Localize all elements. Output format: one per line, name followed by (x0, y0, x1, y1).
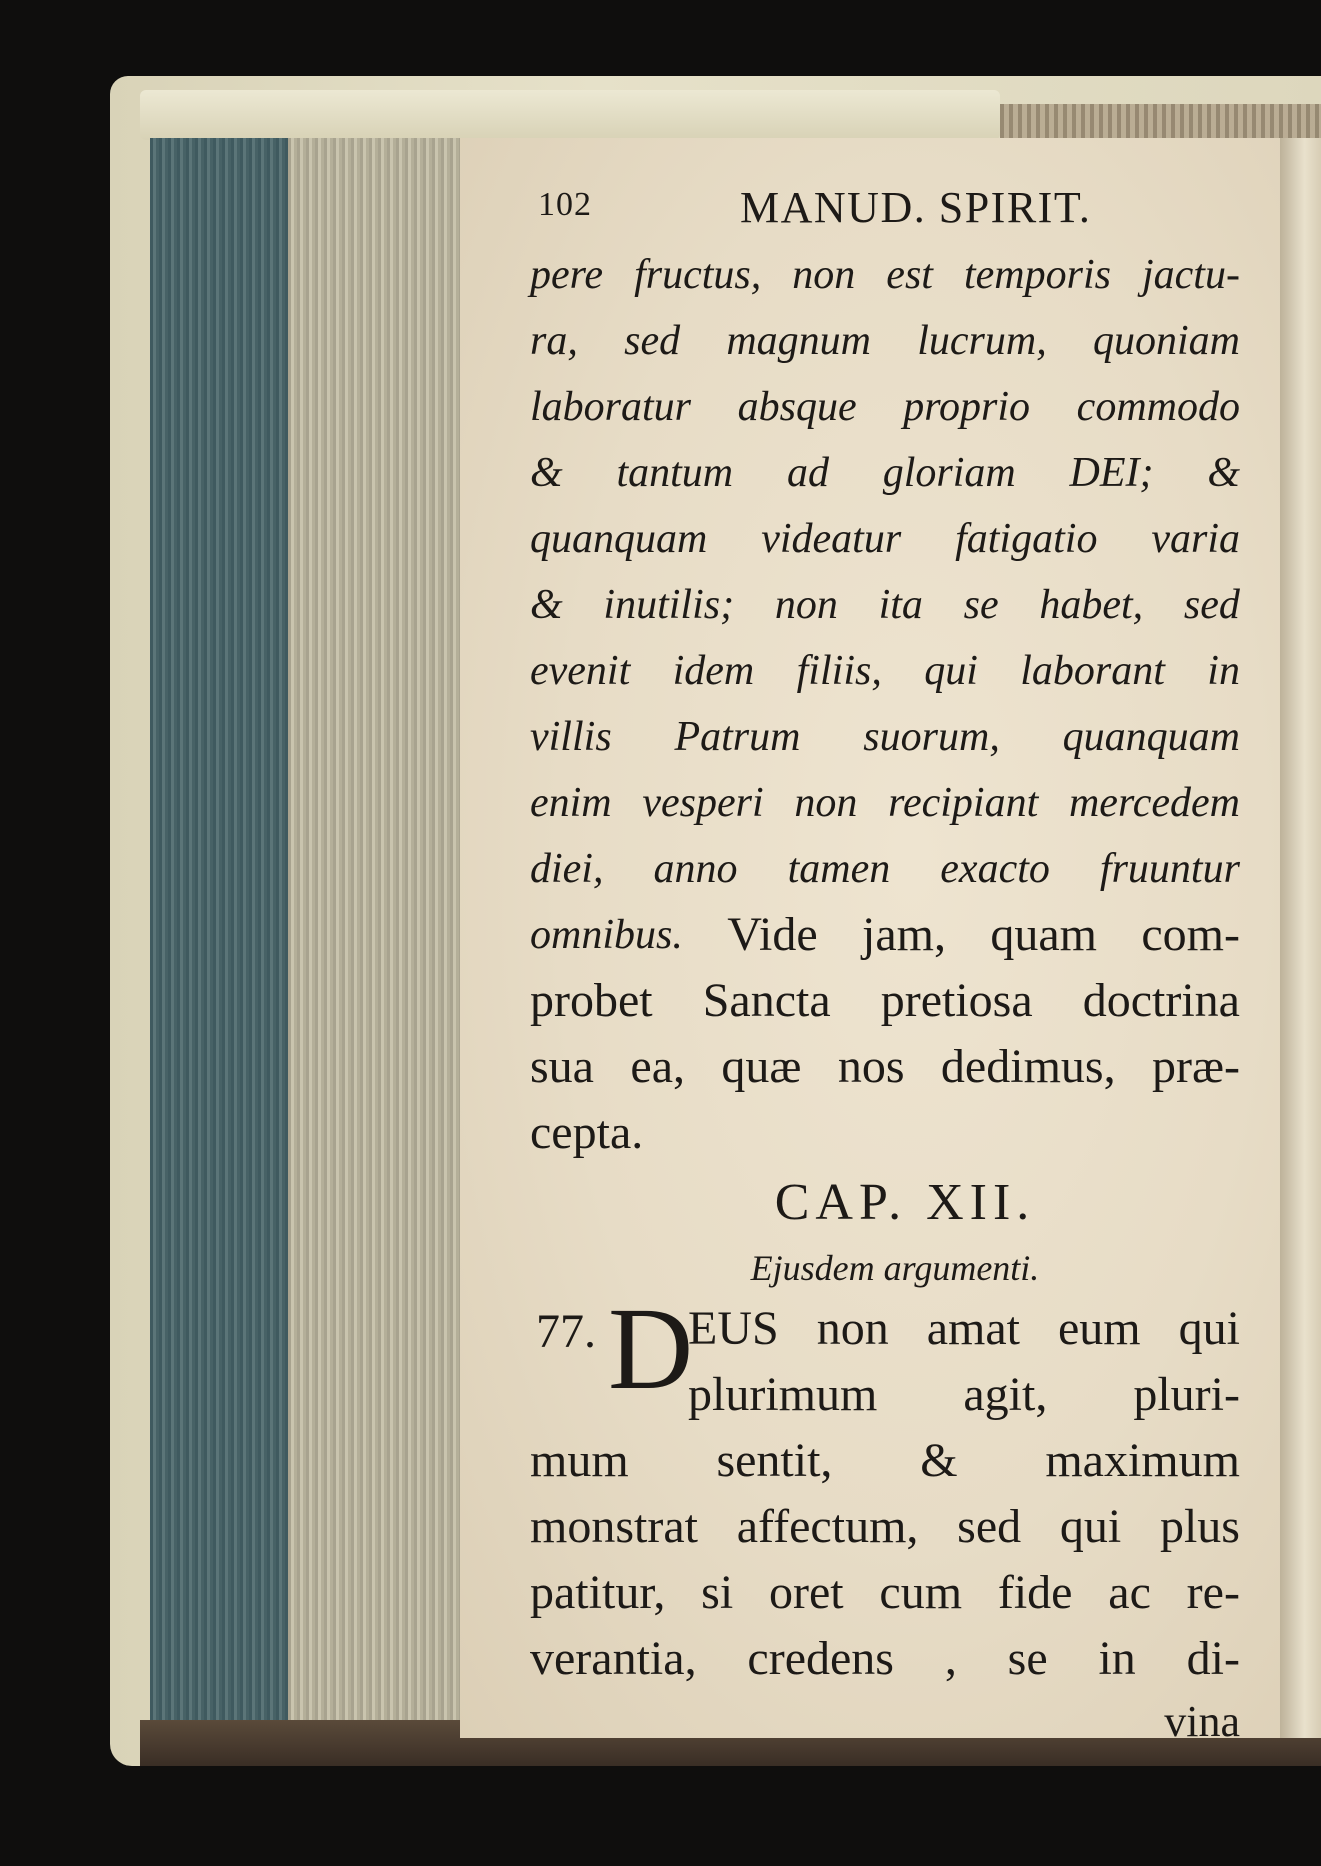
text-line (530, 506, 1240, 572)
word: jam, (862, 908, 946, 961)
text-line (530, 440, 1240, 506)
word: quam (990, 908, 1097, 961)
word: jactu- (1141, 252, 1240, 298)
chapter-subtitle: Ejusdem argumenti. (750, 1248, 1040, 1288)
word: qui (1178, 1302, 1240, 1355)
word: & (920, 1434, 958, 1487)
running-head (530, 182, 1240, 242)
word: proprio (903, 384, 1031, 430)
word: quanquam (530, 516, 708, 562)
text-line (530, 1494, 1240, 1560)
word: magnum (726, 318, 871, 364)
word: in (1098, 1632, 1136, 1685)
word: sed (624, 318, 681, 364)
running-title: MANUD. SPIRIT. (740, 183, 1092, 232)
word: doctrina (1082, 974, 1240, 1027)
word: mercedem (1068, 780, 1240, 826)
word: suorum, (863, 714, 1000, 760)
word: exacto (940, 846, 1050, 892)
word: gloriam (882, 450, 1016, 496)
word: & (530, 450, 563, 496)
page-text (530, 182, 1240, 1752)
word: com- (1141, 908, 1240, 961)
word: non (816, 1302, 889, 1355)
word: fruuntur (1099, 846, 1240, 892)
word: sed (957, 1500, 1022, 1553)
word: verantia, (530, 1632, 697, 1685)
paragraph-first-line (688, 1296, 1240, 1362)
word: recipiant (888, 780, 1039, 826)
word: , (944, 1632, 957, 1685)
page-edge-colored (150, 138, 290, 1733)
text-line (530, 1428, 1240, 1494)
word: filiis, (796, 648, 882, 694)
word: fide (997, 1566, 1073, 1619)
word: fatigatio (955, 516, 1098, 562)
page-gutter (1280, 138, 1321, 1738)
text-line (530, 374, 1240, 440)
word: omnibus. (530, 912, 683, 958)
paragraph-second-line (688, 1362, 1240, 1428)
word: enim (530, 780, 612, 826)
word: tantum (616, 450, 734, 496)
word: Sancta (702, 974, 831, 1027)
word: quanquam (1062, 714, 1240, 760)
word: patitur, (530, 1566, 666, 1619)
word: Vide (727, 908, 818, 961)
word: villis (530, 714, 612, 760)
word: cum (879, 1566, 963, 1619)
paragraph-number: 77. (536, 1305, 596, 1358)
text-line (530, 1626, 1240, 1692)
binding-top-edge (140, 90, 1000, 140)
word: affectum, (736, 1500, 919, 1553)
word: credens (747, 1632, 894, 1685)
word: temporis (963, 252, 1111, 298)
word: mum (530, 1434, 629, 1487)
word: plurimum (688, 1368, 878, 1421)
word: & (1207, 450, 1240, 496)
word: agit, (963, 1368, 1048, 1421)
text-line (530, 572, 1240, 638)
text-line (530, 308, 1240, 374)
word: se (963, 582, 999, 628)
drop-cap: D (608, 1283, 694, 1414)
word: ita (878, 582, 923, 628)
page-edge-stack (288, 138, 468, 1738)
word: pluri- (1133, 1368, 1240, 1421)
page-number: 102 (538, 186, 592, 223)
paragraph-lines (530, 1428, 1240, 1692)
word: evenit (530, 648, 631, 694)
text-line (530, 770, 1240, 836)
text-line (530, 836, 1240, 902)
word: ra, (530, 318, 578, 364)
word: fructus, (634, 252, 762, 298)
word: est (886, 252, 933, 298)
word: se (1007, 1632, 1048, 1685)
text-line (530, 242, 1240, 308)
word: eum (1057, 1302, 1141, 1355)
word: varia (1151, 516, 1240, 562)
word: idem (672, 648, 755, 694)
word: monstrat (530, 1500, 698, 1553)
word: inutilis; (603, 582, 735, 628)
word: EUS (688, 1302, 779, 1355)
word: di- (1186, 1632, 1240, 1685)
word: sentit, (716, 1434, 833, 1487)
text-line (530, 968, 1240, 1034)
word: vesperi (642, 780, 764, 826)
text-line (530, 638, 1240, 704)
word: cepta. (530, 1106, 644, 1159)
word: & (530, 582, 563, 628)
word: in (1207, 648, 1240, 694)
word: quoniam (1092, 318, 1240, 364)
body-lines (530, 242, 1240, 1166)
text-line (530, 1560, 1240, 1626)
word: DEI; (1069, 450, 1154, 496)
text-line (530, 1100, 1240, 1166)
word: non (794, 780, 858, 826)
word: præ- (1151, 1040, 1240, 1093)
word: anno (653, 846, 738, 892)
word: tamen (787, 846, 891, 892)
word: pretiosa (880, 974, 1033, 1027)
word: diei, (530, 846, 604, 892)
word: oret (768, 1566, 844, 1619)
word: quæ (721, 1040, 802, 1093)
word: habet, (1039, 582, 1144, 628)
word: ad (786, 450, 829, 496)
text-line (530, 902, 1240, 968)
word: commodo (1076, 384, 1240, 430)
word: non (792, 252, 856, 298)
word: videatur (761, 516, 902, 562)
word: sed (1183, 582, 1240, 628)
paragraph-opening (530, 1283, 1240, 1428)
word: pere (530, 252, 604, 298)
word: absque (737, 384, 857, 430)
word: si (701, 1566, 734, 1619)
word: amat (926, 1302, 1020, 1355)
word: ac (1108, 1566, 1151, 1619)
word: non (774, 582, 838, 628)
text-line (530, 704, 1240, 770)
text-line (530, 1034, 1240, 1100)
catchword: vina (1164, 1697, 1240, 1746)
word: plus (1159, 1500, 1240, 1553)
word: lucrum, (917, 318, 1047, 364)
word: qui (924, 648, 978, 694)
word: dedimus, (940, 1040, 1116, 1093)
word: sua (530, 1040, 594, 1093)
word: ea, (630, 1040, 685, 1093)
word: maximum (1045, 1434, 1240, 1487)
word: laborant (1020, 648, 1165, 694)
word: qui (1059, 1500, 1122, 1553)
word: probet (530, 974, 653, 1027)
word: laboratur (530, 384, 692, 430)
word: nos (837, 1040, 905, 1093)
word: re- (1186, 1566, 1240, 1619)
chapter-heading: CAP. XII. (774, 1174, 1036, 1231)
word: Patrum (674, 714, 801, 760)
